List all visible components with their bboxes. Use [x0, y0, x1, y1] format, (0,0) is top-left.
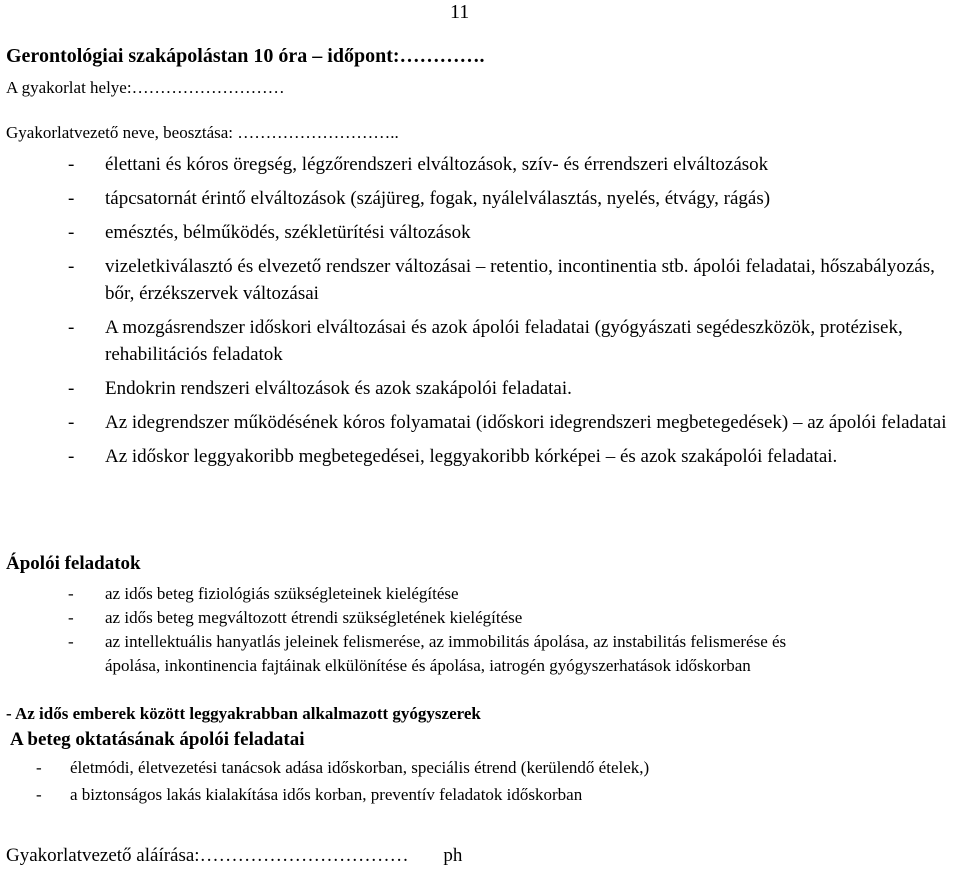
bullet-dash: - — [68, 446, 75, 467]
list-item-text: élettani és kóros öregség, légzőrendszeri elváltozások, szív- és érrendszeri elváltozások — [105, 154, 769, 175]
list-item-text: Az időskor leggyakoribb megbetegedései, leggyakoribb kórképei – és azok szakápolói feladatai. — [105, 446, 838, 467]
list-item-text: Az idegrendszer működésének kóros folyamatai (időskori idegrendszeri megbetegedések) – az ápolói feladatai — [105, 412, 947, 433]
nursing-heading: Ápolói feladatok — [6, 553, 141, 574]
list-item-text: emésztés, bélműködés, székletürítési változások — [105, 222, 471, 243]
list-item — [68, 375, 960, 402]
bullet-dash: - — [68, 317, 75, 338]
bullet-dash: - — [36, 785, 42, 804]
drugs-heading: - Az idős emberek között leggyakrabban alkalmazott gyógyszerek — [6, 704, 481, 723]
list-item — [68, 253, 960, 307]
list-item — [68, 151, 960, 178]
list-item-text: tápcsatornát érintő elváltozások (szájüreg, fogak, nyálelválasztás, nyelés, étvágy, rágás) — [105, 188, 771, 209]
list-item — [68, 606, 828, 630]
list-item-text: vizeletkiválasztó és elvezető rendszer változásai – retentio, incontinentia stb. ápolói feladatai, hőszabályozás, bőr, érzékszervek változásai — [105, 256, 935, 304]
page-title: Gerontológiai szakápolástan 10 óra – időpont:…………. — [6, 45, 485, 67]
list-item-text: az idős beteg megváltozott étrendi szükségletének kielégítése — [105, 608, 523, 627]
list-item — [68, 582, 828, 606]
list-item — [68, 314, 960, 368]
practice-leader: Gyakorlatvezető neve, beosztása: ……………………….. — [6, 123, 399, 142]
list-item — [36, 781, 649, 808]
list-item — [68, 630, 828, 678]
bullet-dash: - — [36, 758, 42, 777]
education-list — [36, 754, 649, 808]
signature-line — [6, 845, 462, 867]
bullet-dash: - — [68, 188, 75, 209]
bullet-dash: - — [68, 256, 75, 277]
list-item — [68, 185, 960, 212]
list-item — [68, 219, 960, 246]
topic-list — [68, 151, 960, 477]
list-item-text: az intellektuális hanyatlás jeleinek felismerése, az immobilitás ápolása, az instabilitás felismerése és ápolása, inkontinencia fajtáinak elkülönítése és ápolása, iatrogén gyógyszerhatások időskorban — [105, 632, 787, 675]
bullet-dash: - — [68, 412, 75, 433]
list-item — [68, 409, 960, 436]
stamp-label: ph — [443, 845, 463, 866]
page-number: 11 — [450, 1, 470, 23]
list-item-text: A mozgásrendszer időskori elváltozásai és azok ápolói feladatai (gyógyászati segédeszközök, protézisek, rehabilitációs feladatok — [105, 317, 903, 365]
bullet-dash: - — [68, 608, 74, 627]
list-item-text: életmódi, életvezetési tanácsok adása időskorban, speciális étrend (kerülendő ételek,) — [70, 758, 650, 777]
bullet-dash: - — [68, 222, 75, 243]
bullet-dash: - — [68, 378, 75, 399]
bullet-dash: - — [68, 154, 75, 175]
list-item — [36, 754, 649, 781]
list-item-text: az idős beteg fiziológiás szükségleteinek kielégítése — [105, 584, 459, 603]
list-item-text: Endokrin rendszeri elváltozások és azok szakápolói feladatai. — [105, 378, 572, 399]
bullet-dash: - — [68, 632, 74, 651]
education-heading: A beteg oktatásának ápolói feladatai — [10, 729, 305, 750]
practice-place: A gyakorlat helye:……………………… — [6, 78, 285, 97]
list-item — [68, 443, 960, 470]
signature-label: Gyakorlatvezető aláírása:…………………………… — [6, 845, 409, 866]
nursing-task-list — [68, 582, 828, 678]
list-item-text: a biztonságos lakás kialakítása idős korban, preventív feladatok időskorban — [70, 785, 583, 804]
bullet-dash: - — [68, 584, 74, 603]
